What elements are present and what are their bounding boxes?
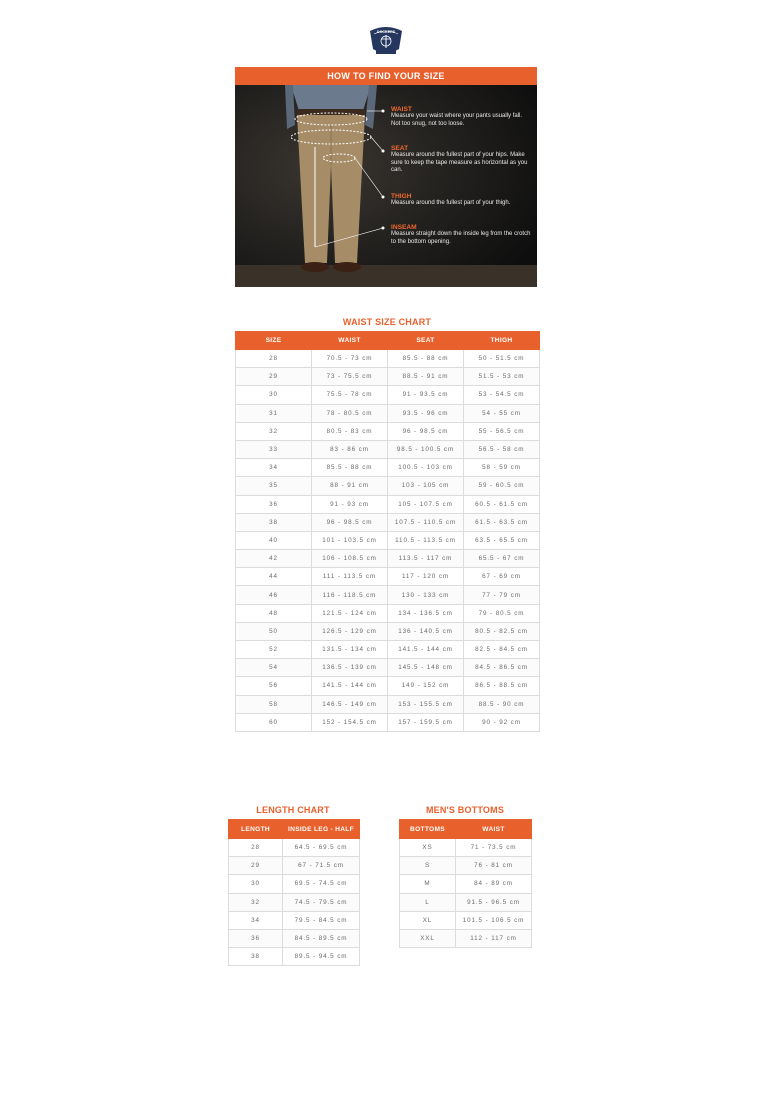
table-row (400, 839, 532, 857)
waist-chart-title: WAIST SIZE CHART (342, 317, 432, 327)
thigh-cell: 84.5 - 86.5 cm (464, 659, 540, 677)
table-row (236, 568, 540, 586)
header-thigh: THIGH (464, 332, 540, 350)
header-size: SIZE (236, 332, 312, 350)
table-row (229, 875, 360, 893)
table-row (229, 893, 360, 911)
header-length: LENGTH (229, 820, 283, 839)
waist-cell: 121.5 - 124 cm (312, 604, 388, 622)
seat-cell: 98.5 - 100.5 cm (388, 440, 464, 458)
waist-cell: 91 - 93 cm (312, 495, 388, 513)
size-cell: 31 (236, 404, 312, 422)
table-row (229, 857, 360, 875)
thigh-cell: 51.5 - 53 cm (464, 368, 540, 386)
table-row (229, 948, 360, 966)
waist-cell: 126.5 - 129 cm (312, 622, 388, 640)
table-row (236, 622, 540, 640)
length-cell: 29 (229, 857, 283, 875)
table-row (400, 875, 532, 893)
length-cell: 28 (229, 839, 283, 857)
waist-cell: 116 - 118.5 cm (312, 586, 388, 604)
thigh-cell: 82.5 - 84.5 cm (464, 641, 540, 659)
waist-cell: 88 - 91 cm (312, 477, 388, 495)
guide-title: HOW TO FIND YOUR SIZE (235, 67, 537, 85)
dockers-logo (366, 22, 406, 58)
thigh-cell: 67 - 69 cm (464, 568, 540, 586)
callout-text: Measure your waist where your pants usually fall. Not too snug, not too loose. (391, 113, 523, 127)
header-bottoms: BOTTOMS (400, 820, 456, 839)
seat-cell: 103 - 105 cm (388, 477, 464, 495)
table-row (236, 677, 540, 695)
waist-cell: 101 - 103.5 cm (312, 531, 388, 549)
thigh-cell: 56.5 - 58 cm (464, 440, 540, 458)
seat-cell: 117 - 120 cm (388, 568, 464, 586)
table-row (236, 495, 540, 513)
thigh-cell: 59 - 60.5 cm (464, 477, 540, 495)
size-cell: 36 (236, 495, 312, 513)
bottoms-cell: XS (400, 839, 456, 857)
table-row (236, 350, 540, 368)
inside-leg-cell: 89.5 - 94.5 cm (283, 948, 360, 966)
waist-cell: 78 - 80.5 cm (312, 404, 388, 422)
header-seat: SEAT (388, 332, 464, 350)
size-cell: 58 (236, 695, 312, 713)
waist-callout (391, 106, 531, 128)
callout-title: INSEAM (391, 224, 417, 231)
length-cell: 36 (229, 929, 283, 947)
waist-cell: 101.5 - 106.5 cm (456, 911, 532, 929)
callout-title: THIGH (391, 193, 412, 200)
size-cell: 54 (236, 659, 312, 677)
seat-cell: 134 - 136.5 cm (388, 604, 464, 622)
inside-leg-cell: 67 - 71.5 cm (283, 857, 360, 875)
waist-cell: 76 - 81 cm (456, 857, 532, 875)
seat-cell: 157 - 159.5 cm (388, 713, 464, 731)
seat-cell: 136 - 140.5 cm (388, 622, 464, 640)
waist-cell: 70.5 - 73 cm (312, 350, 388, 368)
table-row (236, 513, 540, 531)
waist-cell: 152 - 154.5 cm (312, 713, 388, 731)
callout-text: Measure straight down the inside leg from the crotch to the bottom opening. (391, 231, 531, 245)
thigh-cell: 63.5 - 65.5 cm (464, 531, 540, 549)
table-row (229, 929, 360, 947)
seat-cell: 100.5 - 103 cm (388, 459, 464, 477)
thigh-cell: 79 - 80.5 cm (464, 604, 540, 622)
table-row (400, 911, 532, 929)
bottoms-cell: XL (400, 911, 456, 929)
table-row (236, 404, 540, 422)
thigh-cell: 80.5 - 82.5 cm (464, 622, 540, 640)
thigh-cell: 77 - 79 cm (464, 586, 540, 604)
table-row (236, 641, 540, 659)
callout-text: Measure around the fullest part of your thigh. (391, 200, 511, 207)
size-cell: 50 (236, 622, 312, 640)
waist-cell: 73 - 75.5 cm (312, 368, 388, 386)
waist-cell: 80.5 - 83 cm (312, 422, 388, 440)
waist-cell: 75.5 - 78 cm (312, 386, 388, 404)
size-cell: 56 (236, 677, 312, 695)
table-row (236, 550, 540, 568)
table-row (229, 911, 360, 929)
table-row (236, 604, 540, 622)
length-chart-title: LENGTH CHART (256, 805, 330, 815)
callout-title: SEAT (391, 145, 409, 152)
inside-leg-cell: 84.5 - 89.5 cm (283, 929, 360, 947)
thigh-cell: 88.5 - 90 cm (464, 695, 540, 713)
seat-cell: 149 - 152 cm (388, 677, 464, 695)
size-cell: 44 (236, 568, 312, 586)
waist-cell: 85.5 - 88 cm (312, 459, 388, 477)
thigh-cell: 55 - 56.5 cm (464, 422, 540, 440)
thigh-callout (391, 193, 531, 208)
seat-cell: 130 - 133 cm (388, 586, 464, 604)
seat-cell: 145.5 - 148 cm (388, 659, 464, 677)
table-row (236, 459, 540, 477)
bottoms-cell: L (400, 893, 456, 911)
thigh-cell: 54 - 55 cm (464, 404, 540, 422)
mens-bottoms-table (399, 819, 532, 948)
waist-cell: 96 - 98.5 cm (312, 513, 388, 531)
inside-leg-cell: 74.5 - 79.5 cm (283, 893, 360, 911)
callout-title: WAIST (391, 106, 412, 113)
thigh-cell: 61.5 - 63.5 cm (464, 513, 540, 531)
thigh-cell: 65.5 - 67 cm (464, 550, 540, 568)
waist-cell: 84 - 89 cm (456, 875, 532, 893)
header-waist: WAIST (456, 820, 532, 839)
table-row (236, 368, 540, 386)
waist-cell: 112 - 117 cm (456, 929, 532, 947)
inside-leg-cell: 69.5 - 74.5 cm (283, 875, 360, 893)
header-inside-leg: INSIDE LEG - HALF (283, 820, 360, 839)
size-cell: 29 (236, 368, 312, 386)
seat-cell: 105 - 107.5 cm (388, 495, 464, 513)
inside-leg-cell: 79.5 - 84.5 cm (283, 911, 360, 929)
thigh-cell: 53 - 54.5 cm (464, 386, 540, 404)
seat-cell: 113.5 - 117 cm (388, 550, 464, 568)
bottoms-cell: XXL (400, 929, 456, 947)
waist-cell: 111 - 113.5 cm (312, 568, 388, 586)
seat-callout (391, 145, 531, 175)
table-row (400, 893, 532, 911)
seat-cell: 96 - 98.5 cm (388, 422, 464, 440)
size-cell: 52 (236, 641, 312, 659)
table-row (236, 659, 540, 677)
size-cell: 33 (236, 440, 312, 458)
table-row (236, 422, 540, 440)
size-cell: 46 (236, 586, 312, 604)
table-row (229, 839, 360, 857)
table-row (400, 857, 532, 875)
size-cell: 60 (236, 713, 312, 731)
size-cell: 38 (236, 513, 312, 531)
thigh-cell: 90 - 92 cm (464, 713, 540, 731)
size-cell: 42 (236, 550, 312, 568)
seat-cell: 93.5 - 96 cm (388, 404, 464, 422)
thigh-cell: 50 - 51.5 cm (464, 350, 540, 368)
waist-cell: 146.5 - 149 cm (312, 695, 388, 713)
size-cell: 35 (236, 477, 312, 495)
header-waist: WAIST (312, 332, 388, 350)
bottoms-cell: S (400, 857, 456, 875)
seat-cell: 91 - 93.5 cm (388, 386, 464, 404)
table-row (236, 531, 540, 549)
inseam-callout (391, 224, 531, 246)
size-cell: 32 (236, 422, 312, 440)
seat-cell: 107.5 - 110.5 cm (388, 513, 464, 531)
table-row (400, 929, 532, 947)
inside-leg-cell: 64.5 - 69.5 cm (283, 839, 360, 857)
waist-cell: 141.5 - 144 cm (312, 677, 388, 695)
table-row (236, 386, 540, 404)
seat-cell: 153 - 155.5 cm (388, 695, 464, 713)
table-row (236, 477, 540, 495)
seat-cell: 88.5 - 91 cm (388, 368, 464, 386)
size-cell: 34 (236, 459, 312, 477)
bottoms-cell: M (400, 875, 456, 893)
table-row (236, 695, 540, 713)
length-cell: 32 (229, 893, 283, 911)
waist-cell: 106 - 108.5 cm (312, 550, 388, 568)
table-row (236, 586, 540, 604)
table-row (236, 440, 540, 458)
waist-cell: 131.5 - 134 cm (312, 641, 388, 659)
seat-cell: 110.5 - 113.5 cm (388, 531, 464, 549)
table-row (236, 713, 540, 731)
callout-text: Measure around the fullest part of your hips. Make sure to keep the tape measure as horizontal as you can. (391, 152, 528, 174)
waist-cell: 91.5 - 96.5 cm (456, 893, 532, 911)
bottoms-chart-title: MEN'S BOTTOMS (425, 805, 505, 815)
waist-cell: 71 - 73.5 cm (456, 839, 532, 857)
waist-cell: 136.5 - 139 cm (312, 659, 388, 677)
size-cell: 40 (236, 531, 312, 549)
waist-size-table (235, 331, 540, 732)
length-cell: 38 (229, 948, 283, 966)
length-table (228, 819, 360, 966)
size-guide-panel (235, 67, 537, 287)
length-cell: 34 (229, 911, 283, 929)
waist-cell: 83 - 86 cm (312, 440, 388, 458)
thigh-cell: 86.5 - 88.5 cm (464, 677, 540, 695)
thigh-cell: 58 - 59 cm (464, 459, 540, 477)
seat-cell: 141.5 - 144 cm (388, 641, 464, 659)
size-cell: 48 (236, 604, 312, 622)
seat-cell: 85.5 - 88 cm (388, 350, 464, 368)
logo-text: DOCKERS (377, 30, 395, 35)
size-cell: 28 (236, 350, 312, 368)
length-cell: 30 (229, 875, 283, 893)
size-cell: 30 (236, 386, 312, 404)
thigh-cell: 60.5 - 61.5 cm (464, 495, 540, 513)
